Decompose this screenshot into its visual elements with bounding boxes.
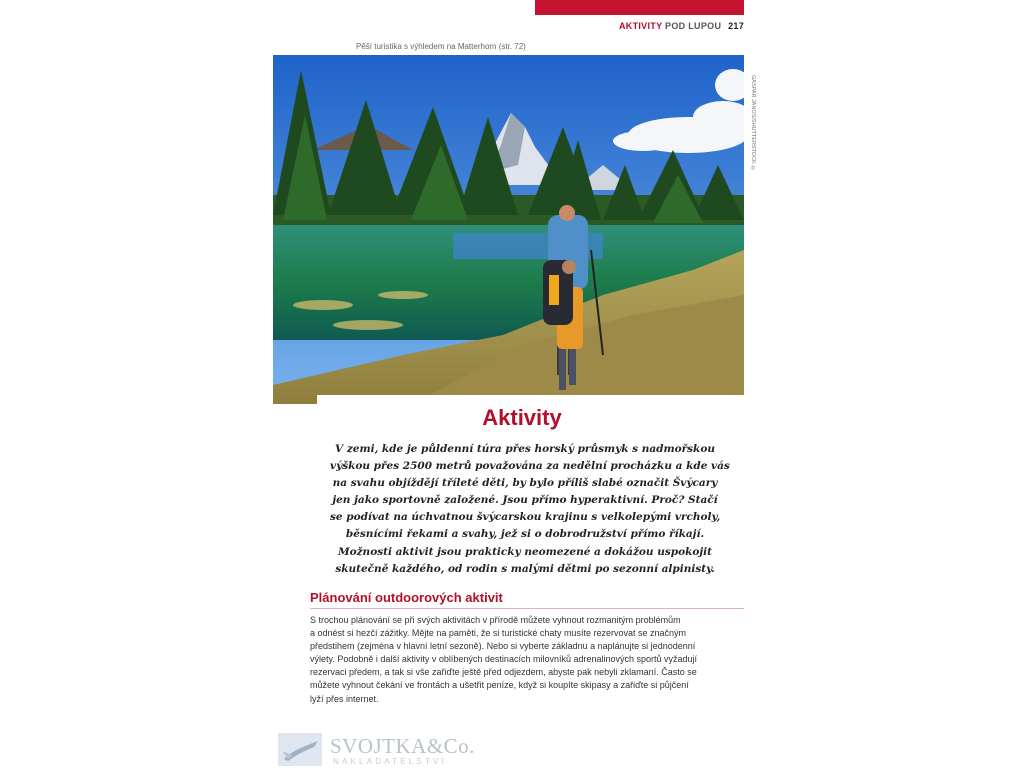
body-line: předstihem (zejména v hlavní letní sezoně). Nebo si vyberte základnu a naplánujte si jednodenní [310,641,696,652]
intro-line: se podívat na úchvatnou švýcarskou krajinu s velkolepými vrcholy, [330,511,721,524]
intro-line: V zemi, kde je půldenní túra přes horský průsmyk s nadmořskou [335,443,715,455]
publisher-name: SVOJTKA&Co. [330,734,475,758]
body-line: lyží přes internet. [310,693,379,704]
intro-paragraph [330,441,730,578]
section-heading: Plánování outdoorových aktivit [310,590,744,609]
photo-credit: GASPAR JANOS/SHUTTERSTOCK © [750,75,756,172]
chapter-title: Aktivity [482,405,562,430]
intro-line: skutečně každého, od rodin s malými dětmi po sezonní alpinisty. [335,562,715,575]
page-number: 217 [728,21,744,31]
running-head-section: AKTIVITY [618,21,663,31]
body-line: můžete vyhnout čekání ve frontách a ušetřit peníze, když si koupíte skipasy a zařiďte si půjčení [310,680,689,691]
body-line: rezervaci předem, a tak si vše zařiďte ještě před odjezdem, abyste pak nebyli zklamaní. Často se [310,667,697,678]
running-head-subsection: POD LUPOU [665,21,722,31]
photo-caption: Pěší turistika s výhledem na Matterhorn (str. 72) [356,42,526,51]
publisher-tagline: NAKLADATELSTVÍ [333,757,448,766]
intro-line: Možnosti aktivit jsou prakticky neomezené a dokážou uspokojit [337,545,713,558]
hikers-matterhorn-photo [273,55,744,404]
section-body [310,614,750,706]
publisher-watermark [278,731,478,768]
body-line: S trochou plánování se při svých aktivitách v přírodě můžete vyhnout rozmanitým problémům [310,615,681,625]
intro-line: výškou přes 2500 metrů považována za nedělní procházku a kde vás [330,460,730,473]
intro-line: běsnícími řekami a svahy, jež si o dobrodružství přímo říkají. [345,528,705,541]
publisher-logo-icon [278,733,322,766]
header-accent-bar [535,0,744,15]
intro-line: na svahu objíždějí tříleté děti, by bylo příliš slabé označit Švýcary [332,477,718,490]
body-line: výlety. Podobně i další aktivity v oblíbených destinacích milovníků adrenalinových sportů vyžadují [310,654,698,665]
intro-line: jen jako sportovně založené. Jsou přímo hyperaktivní. Proč? Stačí [332,494,718,507]
body-line: a odnést si hezčí zážitky. Mějte na paměti, že si turistické chaty musíte rezervovat se značným [310,628,686,639]
running-head [619,21,744,31]
